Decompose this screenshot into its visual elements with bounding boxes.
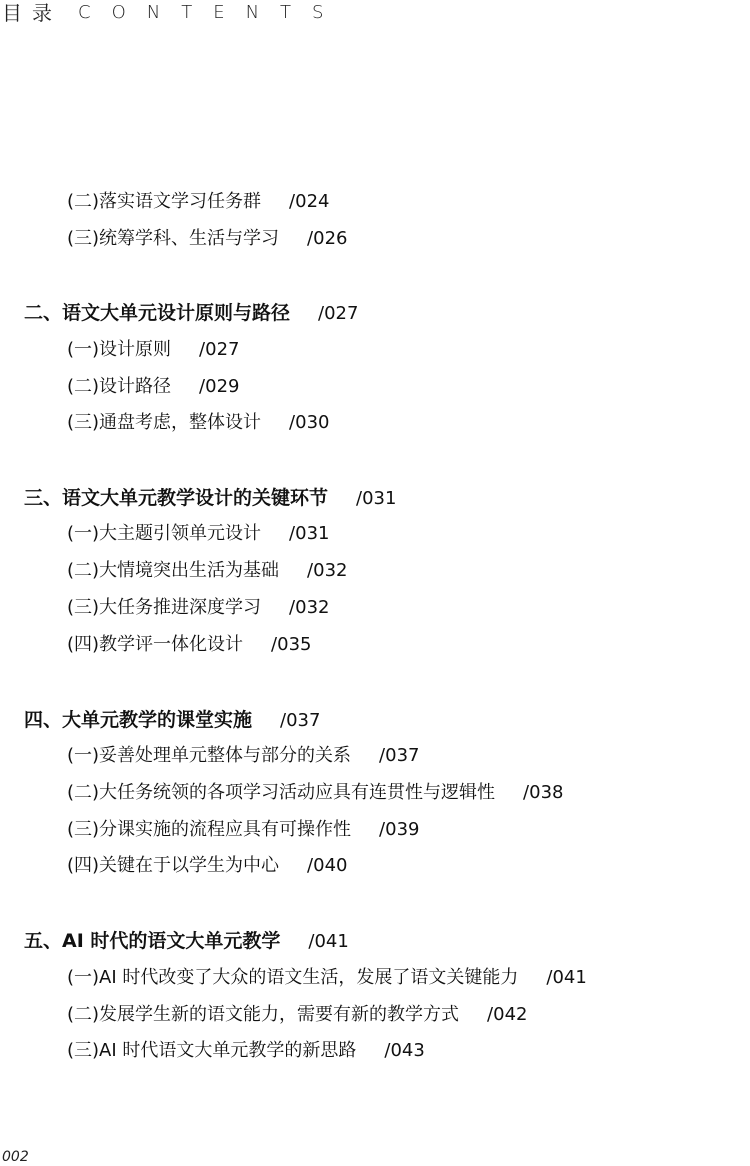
toc-entry-title: (一)设计原则 [67,339,172,360]
contents-header [2,0,344,26]
toc-entry-title: (二)大任务统领的各项学习活动应具有连贯性与逻辑性 [67,782,496,803]
toc-entry-title: (二)大情境突出生活为基础 [67,560,280,581]
toc-entry-page: /035 [271,634,312,655]
toc-section-entry [67,744,419,768]
toc-entry-title: (二)设计路径 [67,376,172,397]
toc-entry-page: /026 [307,228,348,249]
toc-section-entry [67,596,329,620]
toc-section-entry [67,338,239,362]
toc-section-entry [67,375,239,399]
toc-entry-page: /027 [199,339,240,360]
toc-entry-title: (三)通盘考虑，整体设计 [67,412,262,433]
toc-entry-title: 二、语文大单元设计原则与路径 [24,302,291,324]
toc-entry-page: /037 [379,745,420,766]
toc-section-entry [67,190,329,214]
toc-section-entry [67,227,347,251]
toc-entry-title: (二)落实语文学习任务群 [67,191,262,212]
header-english-title: CONTENTS [78,2,345,23]
toc-entry-page: /030 [289,412,330,433]
toc-entry-page: /042 [487,1004,528,1025]
toc-section-entry [67,854,347,878]
toc-chapter-entry [24,301,358,325]
toc-entry-title: 四、大单元教学的课堂实施 [24,709,253,731]
toc-entry-page: /039 [379,819,420,840]
toc-entry-title: (一)大主题引领单元设计 [67,523,262,544]
toc-section-entry [67,966,587,990]
toc-chapter-entry [24,486,396,510]
toc-entry-title: 五、AI 时代的语文大单元教学 [24,930,281,952]
toc-section-entry [67,559,347,583]
toc-entry-page: /041 [308,931,349,952]
page-number: 002 [2,1149,29,1165]
toc-entry-page: /038 [523,782,564,803]
toc-entry-title: (三)AI 时代语文大单元教学的新思路 [67,1040,357,1061]
toc-entry-page: /027 [318,303,359,324]
toc-section-entry [67,1003,527,1027]
toc-entry-title: (三)统筹学科、生活与学习 [67,228,280,249]
toc-section-entry [67,781,563,805]
toc-entry-title: (四)教学评一体化设计 [67,634,244,655]
toc-entry-title: (一)AI 时代改变了大众的语文生活，发展了语文关键能力 [67,967,519,988]
toc-chapter-entry [24,929,349,953]
toc-entry-title: (四)关键在于以学生为中心 [67,855,280,876]
toc-entry-page: /043 [384,1040,425,1061]
header-chinese-title: 目录 [2,1,62,25]
toc-entry-title: (三)分课实施的流程应具有可操作性 [67,819,352,840]
toc-section-entry [67,411,329,435]
toc-section-entry [67,818,419,842]
toc-section-entry [67,1039,425,1063]
toc-entry-title: (一)妥善处理单元整体与部分的关系 [67,745,352,766]
toc-chapter-entry [24,708,320,732]
toc-entry-page: /037 [280,710,321,731]
toc-section-entry [67,522,329,546]
toc-entry-page: /040 [307,855,348,876]
toc-entry-page: /029 [199,376,240,397]
toc-entry-page: /031 [289,523,330,544]
toc-entry-page: /032 [289,597,330,618]
toc-entry-page: /041 [546,967,587,988]
toc-entry-title: 三、语文大单元教学设计的关键环节 [24,487,329,509]
toc-entry-page: /031 [356,488,397,509]
toc-entry-title: (二)发展学生新的语文能力，需要有新的教学方式 [67,1004,460,1025]
toc-entry-page: /032 [307,560,348,581]
toc-entry-page: /024 [289,191,330,212]
toc-entry-title: (三)大任务推进深度学习 [67,597,262,618]
toc-section-entry [67,633,311,657]
